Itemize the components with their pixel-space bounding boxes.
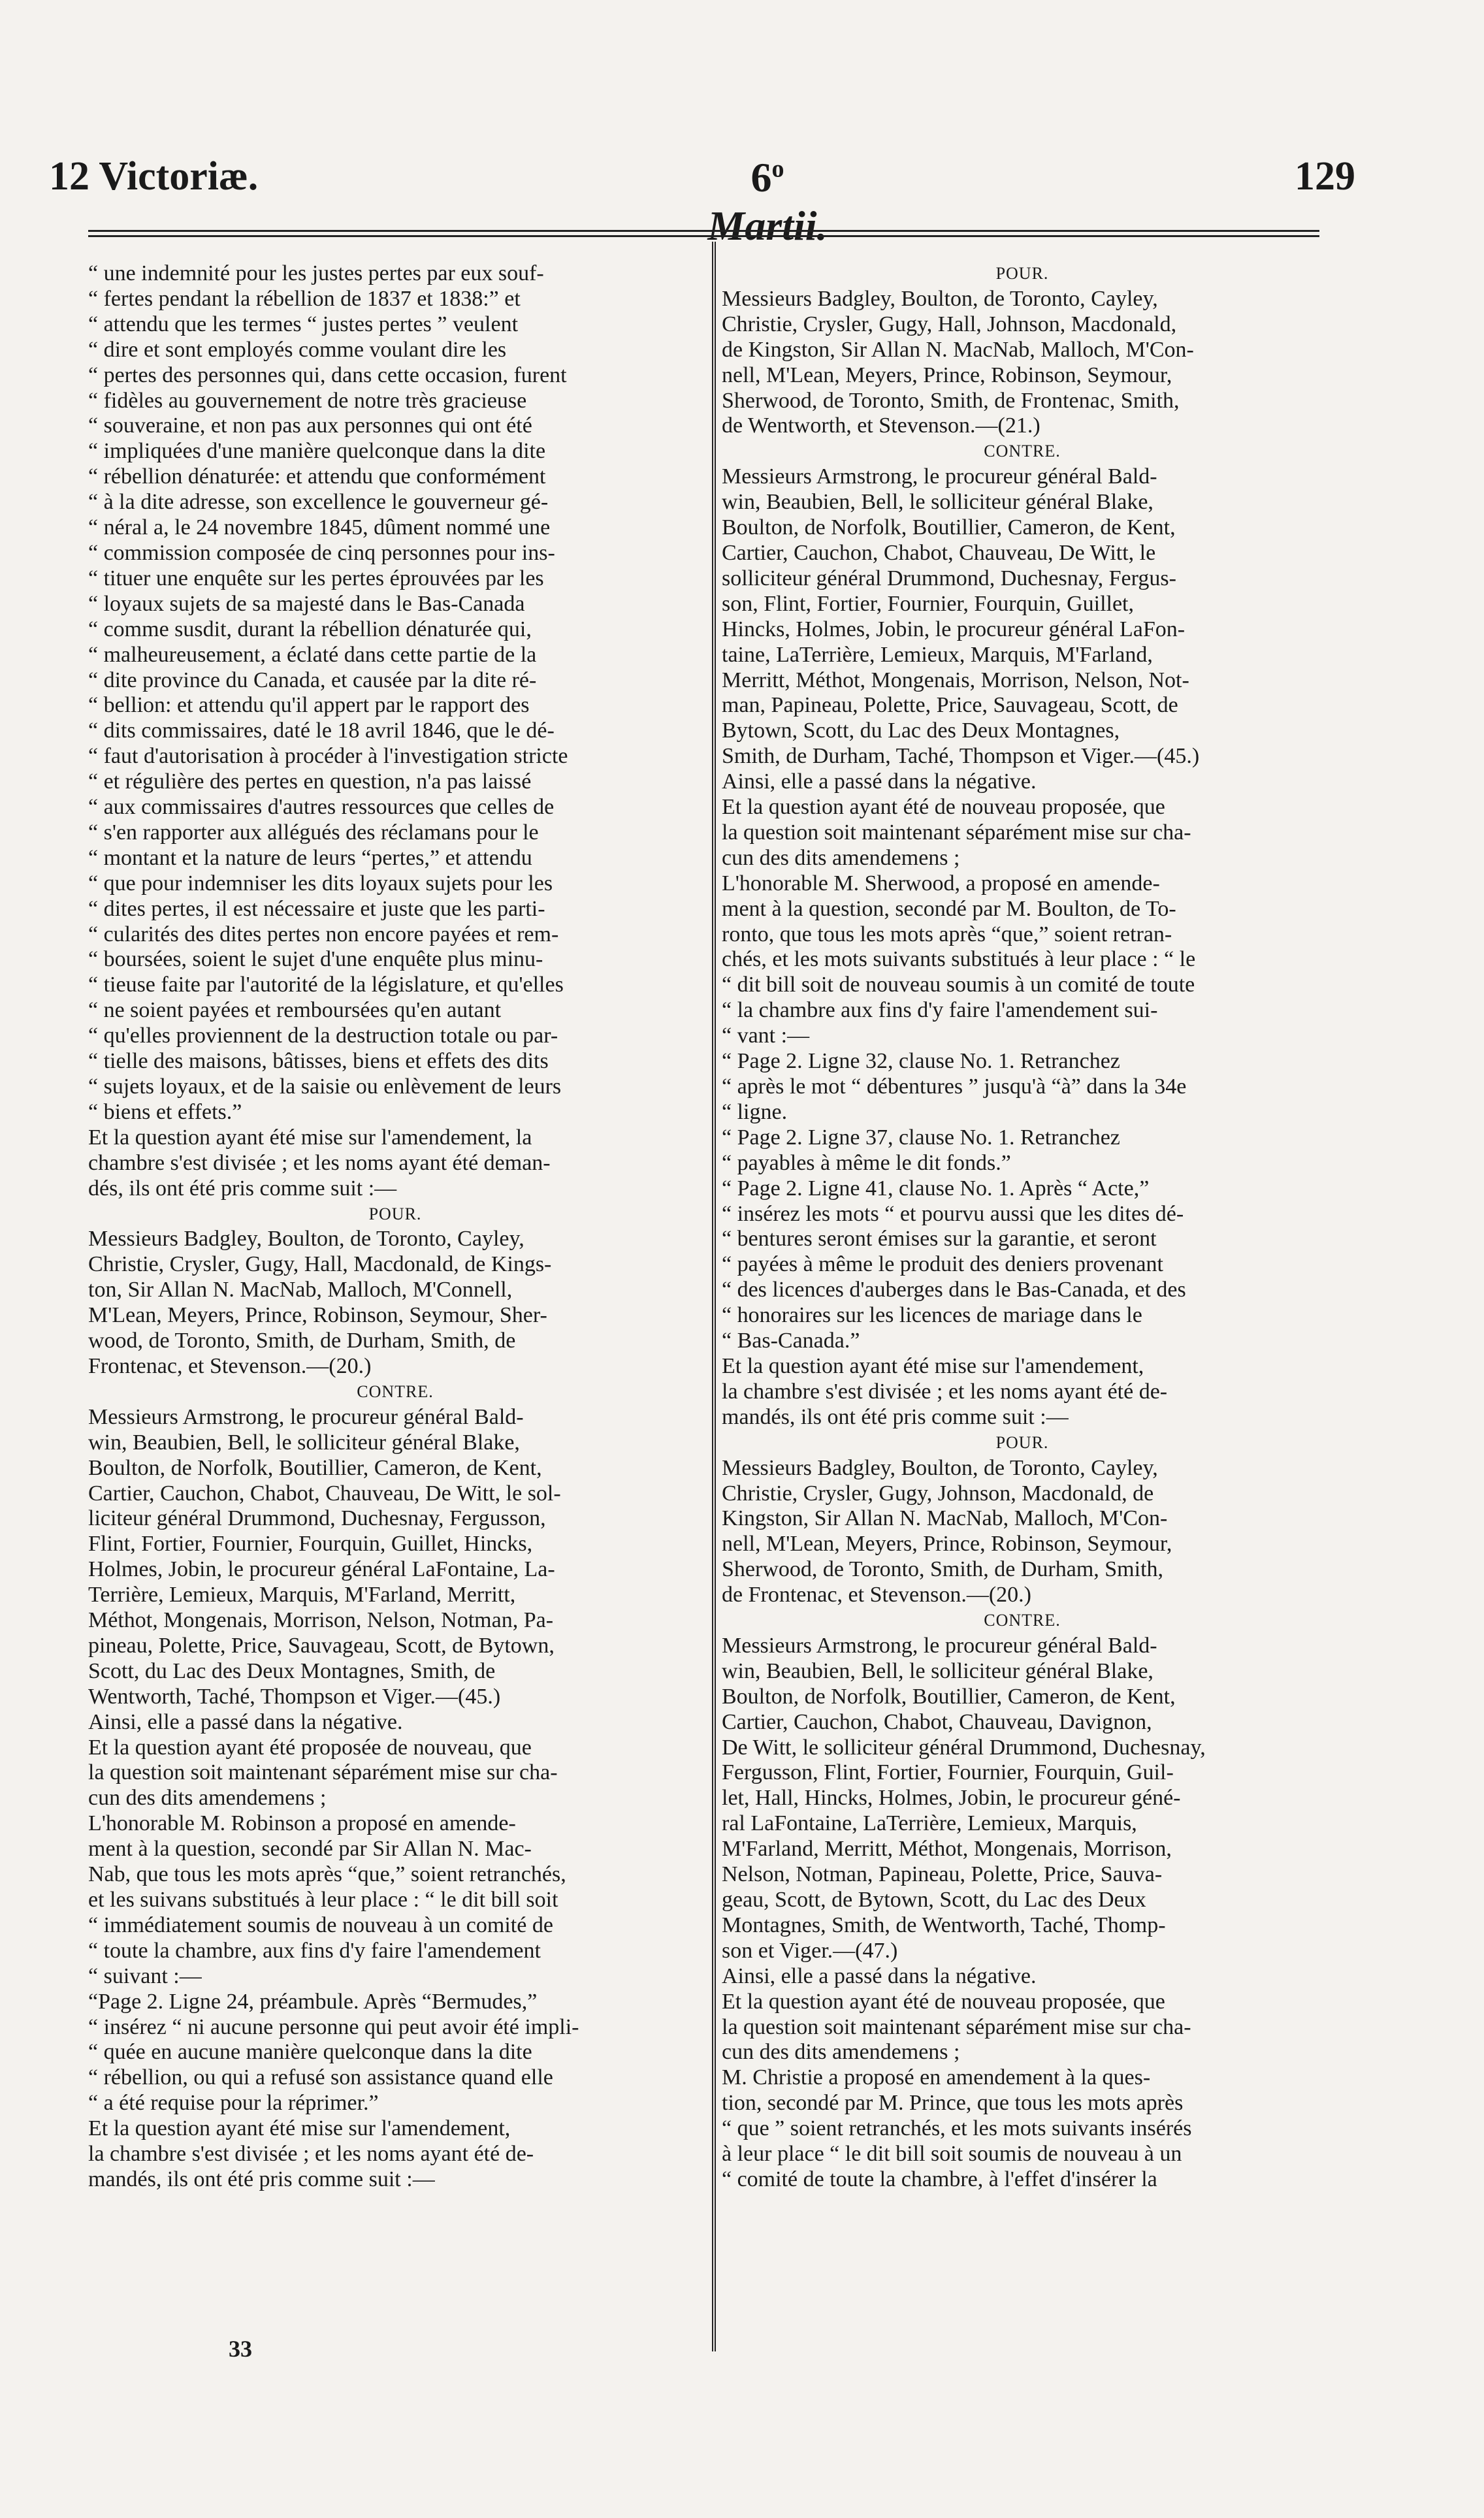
text-line: wood, de Toronto, Smith, de Durham, Smith, de — [88, 1329, 516, 1353]
text-line: M'Farland, Merritt, Méthot, Mongenais, Morrison, — [722, 1837, 1172, 1862]
text-line: Christie, Crysler, Gugy, Johnson, Macdonald, de — [722, 1481, 1154, 1506]
text-line: nell, M'Lean, Meyers, Prince, Robinson, Seymour, — [722, 1532, 1172, 1557]
text-line: nell, M'Lean, Meyers, Prince, Robinson, Seymour, — [722, 363, 1172, 387]
text-line: “ souveraine, et non pas aux personnes qui ont été — [88, 413, 532, 438]
text-line: dés, ils ont été pris comme suit :— — [88, 1176, 397, 1201]
text-line: de Kingston, Sir Allan N. MacNab, Malloch, M'Con- — [722, 337, 1194, 362]
text-line: Messieurs Badgley, Boulton, de Toronto, Cayley, — [88, 1227, 524, 1251]
text-line: “ et régulière des pertes en question, n'a pas laissé — [88, 769, 532, 794]
text-line: “ dites pertes, il est nécessaire et juste que les parti- — [88, 896, 545, 921]
text-line: mandés, ils ont été pris comme suit :— — [722, 1404, 1069, 1429]
text-line: de Frontenac, et Stevenson.—(20.) — [722, 1583, 1031, 1607]
text-line: Et la question ayant été mise sur l'amendement, — [722, 1353, 1144, 1378]
text-line: la chambre s'est divisée ; et les noms ayant été de- — [722, 1379, 1168, 1404]
text-line: “ honoraires sur les licences de mariage dans le — [722, 1303, 1142, 1328]
text-line: Messieurs Badgley, Boulton, de Toronto, Cayley, — [722, 1455, 1158, 1480]
text-line: “ faut d'autorisation à procéder à l'investigation stricte — [88, 744, 568, 769]
text-line: man, Papineau, Polette, Price, Sauvageau, Scott, de — [722, 693, 1178, 718]
text-line: Ainsi, elle a passé dans la négative. — [722, 769, 1037, 794]
text-line: “ ligne. — [722, 1099, 788, 1124]
text-line: son, Flint, Fortier, Fournier, Fourquin, Guillet, — [722, 591, 1134, 616]
text-line: et les suivans substitués à leur place : “ le dit bill soit — [88, 1888, 558, 1912]
header-date: 6$^o$ Martii. — [707, 154, 828, 249]
text-line: Christie, Crysler, Gugy, Hall, Johnson, Macdonald, — [722, 312, 1177, 336]
text-line: “ bentures seront émises sur la garantie, et seront — [722, 1227, 1157, 1251]
header-rule-bottom — [88, 235, 1319, 237]
text-line: “ a été requise pour la réprimer.” — [88, 2091, 379, 2116]
text-line: “ dit bill soit de nouveau soumis à un comité de toute — [722, 973, 1195, 997]
text-line: “ dits commissaires, daté le 18 avril 1846, que le dé- — [88, 718, 555, 743]
text-line: win, Beaubien, Bell, le solliciteur général Blake, — [722, 490, 1153, 515]
text-line: cun des dits amendemens ; — [88, 1786, 327, 1811]
header-regnal-year: 12 Victoriæ. — [49, 154, 259, 199]
text-line: Cartier, Cauchon, Chabot, Chauveau, De Witt, le sol- — [88, 1481, 561, 1506]
text-line: cun des dits amendemens ; — [722, 2040, 960, 2065]
text-line: taine, LaTerrière, Lemieux, Marquis, M'Farland, — [722, 642, 1153, 667]
text-line: “ que pour indemniser les dits loyaux sujets pour les — [88, 871, 553, 896]
text-line: “ dite province du Canada, et causée par la dite ré- — [88, 668, 537, 692]
text-line: “ une indemnité pour les justes pertes par eux souf- — [88, 261, 544, 285]
text-line: CONTRE. — [984, 442, 1061, 461]
text-line: POUR. — [995, 1432, 1049, 1452]
text-line: “ malheureusement, a éclaté dans cette partie de la — [88, 642, 537, 667]
text-line: “ tielle des maisons, bâtisses, biens et effets des dits — [88, 1049, 549, 1074]
page-header — [49, 153, 1355, 249]
text-line: “ rébellion, ou qui a refusé son assistance quand elle — [88, 2065, 553, 2090]
text-line: Ainsi, elle a passé dans la négative. — [722, 1963, 1037, 1988]
text-line: De Witt, le solliciteur général Drummond, Duchesnay, — [722, 1735, 1206, 1760]
text-line: CONTRE. — [984, 1611, 1061, 1630]
text-line: “ sujets loyaux, et de la saisie ou enlèvement de leurs — [88, 1074, 562, 1099]
text-line: Kingston, Sir Allan N. MacNab, Malloch, M'Con- — [722, 1506, 1168, 1531]
text-line: “ à la dite adresse, son excellence le gouverneur gé- — [88, 490, 549, 515]
text-line: win, Beaubien, Bell, le solliciteur général Blake, — [88, 1430, 520, 1455]
text-line: “ pertes des personnes qui, dans cette occasion, furent — [88, 363, 567, 387]
text-line: Ainsi, elle a passé dans la négative. — [88, 1709, 403, 1734]
text-line: “ aux commissaires d'autres ressources que celles de — [88, 795, 555, 820]
text-line: “ loyaux sujets de sa majesté dans le Bas-Canada — [88, 591, 525, 616]
text-line: “ toute la chambre, aux fins d'y faire l'amendement — [88, 1938, 541, 1963]
text-line: Frontenac, et Stevenson.—(20.) — [88, 1353, 372, 1378]
text-line: win, Beaubien, Bell, le solliciteur général Blake, — [722, 1658, 1153, 1683]
text-line: “ quée en aucune manière quelconque dans la dite — [88, 2040, 532, 2065]
text-line: “ insérez “ ni aucune personne qui peut avoir été impli- — [88, 2014, 579, 2039]
text-line: Wentworth, Taché, Thompson et Viger.—(45.) — [88, 1684, 501, 1709]
text-line: Et la question ayant été mise sur l'amendement, la — [88, 1125, 532, 1150]
text-line: “ Page 2. Ligne 37, clause No. 1. Retranchez — [722, 1125, 1120, 1150]
text-line: “ boursées, soient le sujet d'une enquête plus minu- — [88, 947, 543, 972]
text-line: ment à la question, secondé par Sir Allan N. Mac- — [88, 1837, 532, 1862]
text-line: “ rébellion dénaturée: et attendu que conformément — [88, 464, 546, 489]
text-line: “ bellion: et attendu qu'il appert par le rapport des — [88, 693, 530, 718]
text-line: “ commission composée de cinq personnes pour ins- — [88, 540, 555, 565]
text-line: “ Bas-Canada.” — [722, 1329, 860, 1353]
text-line: “ Page 2. Ligne 41, clause No. 1. Après “ Acte,” — [722, 1176, 1150, 1201]
text-line: Messieurs Badgley, Boulton, de Toronto, Cayley, — [722, 286, 1158, 311]
text-line: Sherwood, de Toronto, Smith, de Frontenac, Smith, — [722, 388, 1180, 413]
page-number: 129 — [1295, 154, 1355, 199]
text-line: CONTRE. — [357, 1381, 434, 1401]
text-line: “ payées à même le produit des deniers provenant — [722, 1252, 1163, 1277]
text-line: “ fertes pendant la rébellion de 1837 et 1838:” et — [88, 286, 521, 311]
text-line: cun des dits amendemens ; — [722, 845, 960, 870]
text-line: mandés, ils ont été pris comme suit :— — [88, 2167, 435, 2191]
text-line: Scott, du Lac des Deux Montagnes, Smith, de — [88, 1658, 496, 1683]
text-line: à leur place “ le dit bill soit soumis de nouveau à un — [722, 2142, 1182, 2167]
text-line: tion, secondé par M. Prince, que tous les mots après — [722, 2091, 1184, 2116]
text-line: la chambre s'est divisée ; et les noms ayant été de- — [88, 2142, 534, 2167]
right-column — [722, 261, 1323, 2193]
text-line: “ tieuse faite par l'autorité de la législature, et qu'elles — [88, 973, 564, 997]
text-line: Bytown, Scott, du Lac des Deux Montagnes, — [722, 718, 1120, 743]
text-line: Messieurs Armstrong, le procureur général Bald- — [88, 1404, 524, 1429]
text-line: ral LaFontaine, LaTerrière, Lemieux, Marquis, — [722, 1811, 1137, 1836]
text-line: Merritt, Méthot, Mongenais, Morrison, Nelson, Not- — [722, 668, 1189, 692]
text-line: “Page 2. Ligne 24, préambule. Après “Bermudes,” — [88, 1989, 538, 2014]
text-line: “ des licences d'auberges dans le Bas-Canada, et des — [722, 1278, 1186, 1302]
text-line: L'honorable M. Sherwood, a proposé en amende- — [722, 871, 1160, 896]
text-line: “ la chambre aux fins d'y faire l'amendement sui- — [722, 998, 1158, 1023]
text-line: “ immédiatement soumis de nouveau à un comité de — [88, 1913, 553, 1937]
text-line: POUR. — [368, 1204, 422, 1223]
text-line: “ montant et la nature de leurs “pertes,” et attendu — [88, 845, 532, 870]
text-line: Et la question ayant été proposée de nouveau, que — [88, 1735, 532, 1760]
text-line: “ biens et effets.” — [88, 1099, 242, 1124]
text-line: “ impliquées d'une manière quelconque dans la dite — [88, 439, 546, 464]
text-line: chés, et les mots suivants substitués à leur place : “ le — [722, 947, 1196, 972]
text-line: Montagnes, Smith, de Wentworth, Taché, Thomp- — [722, 1913, 1166, 1937]
text-line: Et la question ayant été mise sur l'amendement, — [88, 2116, 511, 2141]
text-line: ment à la question, secondé par M. Boulton, de To- — [722, 896, 1176, 921]
text-line: Boulton, de Norfolk, Boutillier, Cameron, de Kent, — [722, 515, 1176, 540]
text-line: “ payables à même le dit fonds.” — [722, 1150, 1011, 1175]
text-line: Holmes, Jobin, le procureur général LaFontaine, La- — [88, 1557, 555, 1582]
text-line: “ après le mot “ débentures ” jusqu'à “à” dans la 34e — [722, 1074, 1187, 1099]
text-line: “ néral a, le 24 novembre 1845, dûment nommé une — [88, 515, 551, 540]
text-line: “ comité de toute la chambre, à l'effet d'insérer la — [722, 2167, 1157, 2191]
text-line: ton, Sir Allan N. MacNab, Malloch, M'Connell, — [88, 1278, 513, 1302]
text-line: Messieurs Armstrong, le procureur général Bald- — [722, 464, 1157, 489]
text-line: Flint, Fortier, Fournier, Fourquin, Guillet, Hincks, — [88, 1532, 533, 1557]
text-line: “ ne soient payées et remboursées qu'en autant — [88, 998, 502, 1023]
text-line: POUR. — [995, 264, 1049, 283]
text-line: “ suivant :— — [88, 1963, 202, 1988]
text-line: “ attendu que les termes “ justes pertes ” veulent — [88, 312, 519, 336]
text-line: solliciteur général Drummond, Duchesnay, Fergus- — [722, 566, 1176, 590]
text-line: Sherwood, de Toronto, Smith, de Durham, Smith, — [722, 1557, 1164, 1582]
text-line: “ que ” soient retranchés, et les mots suivants insérés — [722, 2116, 1192, 2141]
text-line: Méthot, Mongenais, Morrison, Nelson, Notman, Pa- — [88, 1608, 554, 1633]
text-line: “ s'en rapporter aux allégués des réclamans pour le — [88, 820, 539, 845]
text-line: Hincks, Holmes, Jobin, le procureur général LaFon- — [722, 617, 1186, 641]
text-line: “ cularités des dites pertes non encore payées et rem- — [88, 922, 559, 946]
text-line: la question soit maintenant séparément mise sur cha- — [722, 820, 1191, 845]
text-line: “ comme susdit, durant la rébellion dénaturée qui, — [88, 617, 532, 641]
text-line: Christie, Crysler, Gugy, Hall, Macdonald, de Kings- — [88, 1252, 552, 1277]
text-line: “ fidèles au gouvernement de notre très gracieuse — [88, 388, 527, 413]
text-line: M. Christie a proposé en amendement à la ques- — [722, 2065, 1151, 2090]
text-line: Cartier, Cauchon, Chabot, Chauveau, Davignon, — [722, 1709, 1152, 1734]
header-rule-top — [88, 230, 1319, 232]
text-line: “ qu'elles proviennent de la destruction totale ou par- — [88, 1024, 558, 1048]
signature-mark: 33 — [229, 2336, 252, 2362]
text-line: “ vant :— — [722, 1024, 810, 1048]
left-column — [88, 261, 702, 2193]
text-line: “ Page 2. Ligne 32, clause No. 1. Retranchez — [722, 1049, 1120, 1074]
text-line: let, Hall, Hincks, Holmes, Jobin, le procureur géné- — [722, 1786, 1181, 1811]
text-line: Cartier, Cauchon, Chabot, Chauveau, De Witt, le — [722, 540, 1156, 565]
text-line: de Wentworth, et Stevenson.—(21.) — [722, 413, 1040, 438]
text-line: liciteur général Drummond, Duchesnay, Fergusson, — [88, 1506, 546, 1531]
text-line: chambre s'est divisée ; et les noms ayant été deman- — [88, 1150, 551, 1175]
text-line: M'Lean, Meyers, Prince, Robinson, Seymour, Sher- — [88, 1303, 547, 1328]
text-line: Nab, que tous les mots après “que,” soient retranchés, — [88, 1862, 566, 1887]
column-divider — [712, 242, 716, 2351]
text-line: Boulton, de Norfolk, Boutillier, Cameron, de Kent, — [88, 1455, 542, 1480]
text-line: la question soit maintenant séparément mise sur cha- — [722, 2014, 1191, 2039]
text-line: “ dire et sont employés comme voulant dire les — [88, 337, 507, 362]
text-line: Terrière, Lemieux, Marquis, M'Farland, Merritt, — [88, 1583, 516, 1607]
text-line: pineau, Polette, Price, Sauvageau, Scott, de Bytown, — [88, 1633, 555, 1658]
text-line: Boulton, de Norfolk, Boutillier, Cameron, de Kent, — [722, 1684, 1176, 1709]
text-line: Et la question ayant été de nouveau proposée, que — [722, 795, 1165, 820]
text-line: ronto, que tous les mots après “que,” soient retran- — [722, 922, 1172, 946]
text-line: la question soit maintenant séparément mise sur cha- — [88, 1760, 558, 1785]
text-line: Smith, de Durham, Taché, Thompson et Viger.—(45.) — [722, 744, 1200, 769]
text-line: Messieurs Armstrong, le procureur général Bald- — [722, 1633, 1157, 1658]
text-line: Fergusson, Flint, Fortier, Fournier, Fourquin, Guil- — [722, 1760, 1174, 1785]
text-line: “ tituer une enquête sur les pertes éprouvées par les — [88, 566, 544, 590]
text-line: “ insérez les mots “ et pourvu aussi que les dites dé- — [722, 1201, 1184, 1226]
text-line: son et Viger.—(47.) — [722, 1938, 898, 1963]
text-line: geau, Scott, de Bytown, Scott, du Lac des Deux — [722, 1888, 1146, 1912]
text-line: Et la question ayant été de nouveau proposée, que — [722, 1989, 1165, 2014]
text-line: L'honorable M. Robinson a proposé en amende- — [88, 1811, 516, 1836]
text-line: Nelson, Notman, Papineau, Polette, Price, Sauva- — [722, 1862, 1163, 1887]
